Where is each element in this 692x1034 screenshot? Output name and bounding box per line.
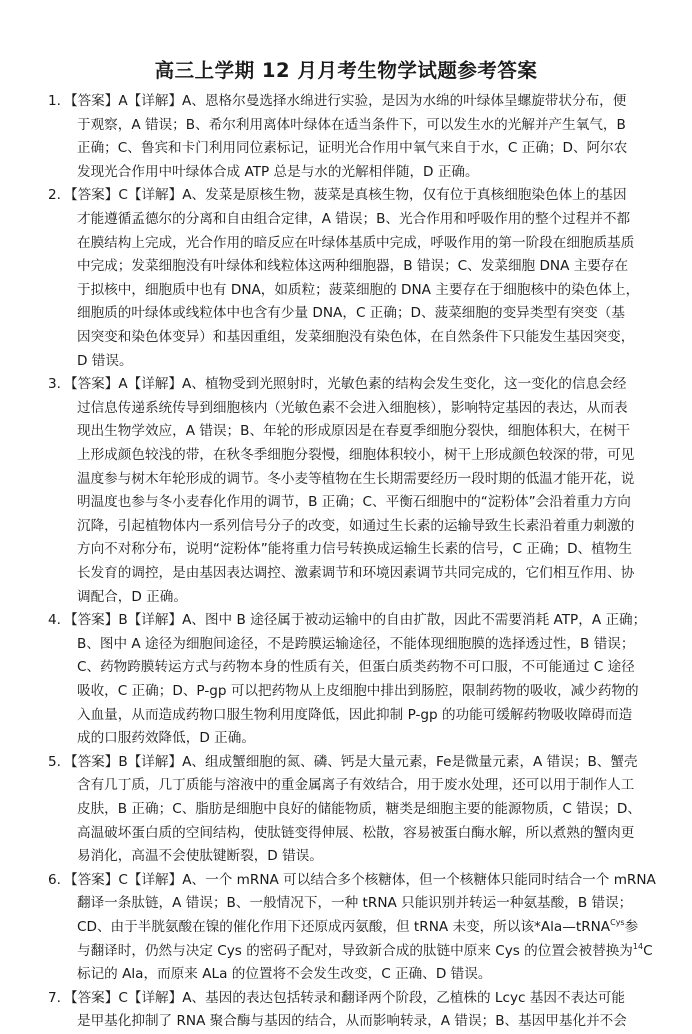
answer-item-4 xyxy=(48,609,648,751)
answer-line xyxy=(48,869,656,893)
answer-item-3 xyxy=(48,373,648,609)
answer-line: 易消化，高温不会使肽键断裂，D 错误。 xyxy=(77,848,323,865)
answer-line: 方向不对称分布，说明“淀粉体”能将重力信号转换成运输生长素的信号，C 正确；D、植物生 xyxy=(77,541,632,558)
answer-line: 标记的 Ala，而原来 ALa 的位置将不会发生改变，C 正确、D 错误。 xyxy=(77,966,492,983)
item-number: 6. xyxy=(48,871,61,888)
answer-line: 皮肤，B 正确；C、脂肪是细胞中良好的储能物质，糖类是细胞主要的能源物质，C 错误；D、 xyxy=(77,800,641,817)
answer-line: 高温破坏蛋白质的空间结构，使肽链变得伸展、松散，容易被蛋白酶水解，所以煮熟的蟹肉更 xyxy=(77,824,635,841)
answer-line: 在膜结构上完成，光合作用的暗反应在叶绿体基质中完成，呼吸作用的第一阶段在细胞质基质 xyxy=(77,234,635,251)
answer-line xyxy=(48,940,653,964)
answer-line: 沉降，引起植物体内一系列信号分子的改变，如通过生长素的运输导致生长素沿着重力刺激的 xyxy=(77,517,635,534)
answer-text: 【答案】C【详解】A、基因的表达包括转录和翻译两个阶段，乙植株的 Lcyc 基因不表达可能 xyxy=(64,989,625,1006)
answer-line: 入血量，从而造成药物口服生物利用度降低，因此抑制 P-gp 的功能可缓解药物吸收障碍而造 xyxy=(77,706,633,723)
answer-text: C xyxy=(643,942,653,959)
superscript: Cys xyxy=(610,917,625,927)
answer-text: 【答案】B【详解】A、图中 B 途径属于被动运输中的自由扩散，因此不需要消耗 ATP，A 正确； xyxy=(64,612,647,629)
answer-text: 与翻译时，仍然与决定 Cys 的密码子配对，导致新合成的肽链中原来 Cys 的位置会被替换为 xyxy=(77,942,633,959)
answer-line: 明温度也参与冬小麦春化作用的调节，B 正确；C、平衡石细胞中的“淀粉体”会沿着重力方向 xyxy=(77,494,631,511)
answer-line: D 错误。 xyxy=(77,352,133,369)
answer-line: 才能遵循孟德尔的分离和自由组合定律，A 错误；B、光合作用和呼吸作用的整个过程并不都 xyxy=(77,210,631,227)
item-number: 2. xyxy=(48,187,61,204)
answer-line: B、图中 A 途径为细胞间途径，不是跨膜运输途径，不能体现细胞膜的选择透过性，B 错误； xyxy=(77,635,635,652)
answer-text: 【答案】A【详解】A、植物受到光照射时，光敏色素的结构会发生变化，这一变化的信息会经 xyxy=(64,376,627,393)
answer-line: 长发育的调控，是由基因表达调控、激素调节和环境因素调节共同完成的，它们相互作用、协 xyxy=(77,564,635,581)
item-number: 3. xyxy=(48,376,61,393)
item-number: 5. xyxy=(48,753,61,770)
answer-item-5 xyxy=(48,751,648,869)
superscript: 14 xyxy=(632,941,644,951)
answer-line: 温度参与树木年轮形成的调节。冬小麦等植物在生长期需要经历一段时期的低温才能开花，说 xyxy=(77,470,635,487)
answer-line: 于观察，A 错误；B、希尔利用离体叶绿体在适当条件下，可以发生水的光解并产生氧气，B xyxy=(77,116,626,133)
answer-line: 是甲基化抑制了 RNA 聚合酶与基因的结合，从而影响转录，A 错误；B、基因甲基化并不会 xyxy=(77,1013,627,1030)
answer-text: 【答案】A【详解】A、恩格尔曼选择水绵进行实验，是因为水绵的叶绿体呈螺旋带状分布，便 xyxy=(64,93,627,109)
answer-line xyxy=(48,184,648,208)
answer-line xyxy=(48,609,648,633)
answer-line xyxy=(48,751,648,775)
answer-line: 上形成颜色较浅的带，在秋冬季细胞分裂慢，细胞体积较小，树干上形成颜色较深的带，可见 xyxy=(77,446,635,463)
item-number: 7. xyxy=(48,989,61,1006)
answer-line: 因突变和染色体变异）和基因重组，发菜细胞没有染色体，在自然条件下只能发生基因突变， xyxy=(77,328,635,345)
answer-line: C、药物跨膜转运方式与药物本身的性质有关，但蛋白质类药物不可口服，不可能通过 C 途径 xyxy=(77,659,635,676)
answer-item-7 xyxy=(48,987,648,1034)
answer-line xyxy=(48,987,648,1011)
answer-text: 参 xyxy=(624,918,639,935)
answer-line: 现出生物学效应，A 错误；B、年轮的形成原因是在春夏季细胞分裂快，细胞体积大，在树干 xyxy=(77,423,631,440)
answer-line: 中完成；发菜细胞没有叶绿体和线粒体这两种细胞器，B 错误；C、发菜细胞 DNA 主要存在 xyxy=(77,258,629,275)
answer-line: 细胞质的叶绿体或线粒体中也含有少量 DNA，C 正确；D、菠菜细胞的变异类型有突变（基 xyxy=(77,305,625,322)
answer-line xyxy=(48,90,648,114)
answer-line: 过信息传递系统传导到细胞核内（光敏色素不会进入细胞核），影响特定基因的表达，从而表 xyxy=(77,399,628,416)
page-title: 高三上学期 12 月月考生物学试题参考答案 xyxy=(154,59,538,82)
item-number: 1. xyxy=(48,93,61,109)
item-number: 4. xyxy=(48,612,61,629)
answer-line: 含有几丁质，几丁质能与溶液中的重金属离子有效结合，用于废水处理，还可以用于制作人工 xyxy=(77,777,635,794)
answer-text: 【答案】B【详解】A、组成蟹细胞的氮、磷、钙是大量元素，Fe是微量元素，A 错误；B、蟹壳 xyxy=(64,753,638,770)
answer-line: 发现光合作用中叶绿体合成 ATP 总是与水的光解相伴随，D 正确。 xyxy=(77,163,479,180)
answer-text: 【答案】C【详解】A、发菜是原核生物，菠菜是真核生物，仅有位于真核细胞染色体上的基因 xyxy=(64,187,627,204)
answer-line: 调配合，D 正确。 xyxy=(77,588,187,605)
answer-line: 翻译一条肽链，A 错误；B、一般情况下，一种 tRNA 只能识别并转运一种氨基酸，B 错误； xyxy=(77,895,633,912)
answer-line: 于拟核中，细胞质中也有 DNA，如质粒；菠菜细胞的 DNA 主要存在于细胞核中的染色体上， xyxy=(77,281,640,298)
answer-line xyxy=(48,916,648,940)
answer-line: 成的口服药效降低，D 正确。 xyxy=(77,730,255,747)
answer-line: 正确；C、鲁宾和卡门利用同位素标记，证明光合作用中氧气来自于水，C 正确；D、阿尔农 xyxy=(77,140,628,157)
answer-item-6 xyxy=(48,869,656,987)
answer-item-2 xyxy=(48,184,648,373)
answer-text: 【答案】C【详解】A、一个 mRNA 可以结合多个核糖体，但一个核糖体只能同时结合一个 mRNA xyxy=(64,871,656,888)
answer-line: 吸收，C 正确；D、P-gp 可以把药物从上皮细胞中排出到肠腔，限制药物的吸收，减少药物的 xyxy=(77,682,639,699)
answer-line xyxy=(48,373,648,397)
answer-text: CD、由于半胱氨酸在镍的催化作用下还原成丙氨酸，但 tRNA 未变，所以该*Ala—tRNA xyxy=(77,918,611,935)
answer-item-1 xyxy=(48,90,648,184)
